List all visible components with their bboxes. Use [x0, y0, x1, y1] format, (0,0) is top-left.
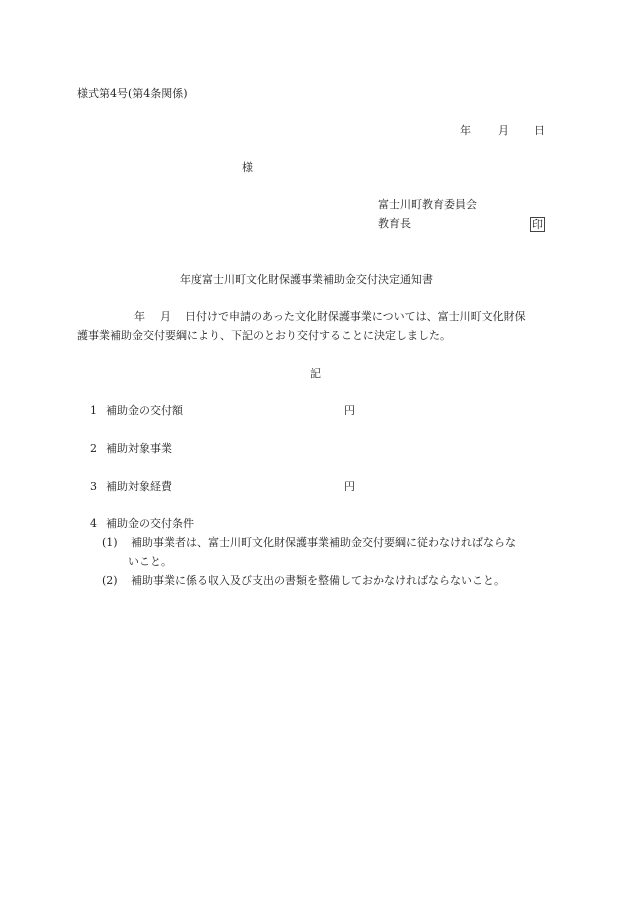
body-year: 年: [134, 310, 145, 323]
item-number-4: 4: [90, 517, 97, 530]
condition-number-1: (1): [102, 536, 118, 549]
condition-text-1: 補助事業者は、富士川町文化財保護事業補助金交付要綱に従わなければならな: [131, 536, 516, 549]
date-month: 月: [498, 124, 509, 137]
condition-number-2: (2): [102, 574, 118, 587]
form-number: 様式第4号(第4条関係): [77, 87, 188, 100]
body-month: 月: [160, 310, 171, 323]
item-label-2: 補助対象事業: [106, 442, 172, 455]
body-line1: 日付けで申請のあった文化財保護事業については、富士川町文化財保: [185, 310, 526, 323]
item-unit-3: 円: [344, 480, 355, 493]
item-number-1: 1: [90, 404, 97, 417]
ki-heading: 記: [310, 367, 321, 380]
recipient-suffix: 様: [242, 161, 253, 174]
document-title: 年度富士川町文化財保護事業補助金交付決定通知書: [180, 273, 433, 286]
seal-text: 印: [532, 218, 543, 231]
item-unit-1: 円: [344, 404, 355, 417]
item-label-3: 補助対象経費: [106, 480, 172, 493]
seal-mark: [530, 217, 545, 232]
sender-title: 教育長: [378, 217, 411, 230]
item-number-2: 2: [90, 442, 97, 455]
condition-text-2: 補助事業に係る収入及び支出の書類を整備しておかなければならないこと。: [131, 574, 505, 587]
item-number-3: 3: [90, 480, 97, 493]
date-year: 年: [460, 124, 471, 137]
date-day: 日: [534, 124, 545, 137]
condition-text-1-cont: いこと。: [128, 555, 172, 568]
body-line2: 護事業補助金交付要綱により、下記のとおり交付することに決定しました。: [77, 329, 451, 342]
item-label-1: 補助金の交付額: [106, 404, 183, 417]
item-label-4: 補助金の交付条件: [106, 517, 194, 530]
sender-organization: 富士川町教育委員会: [378, 198, 477, 211]
